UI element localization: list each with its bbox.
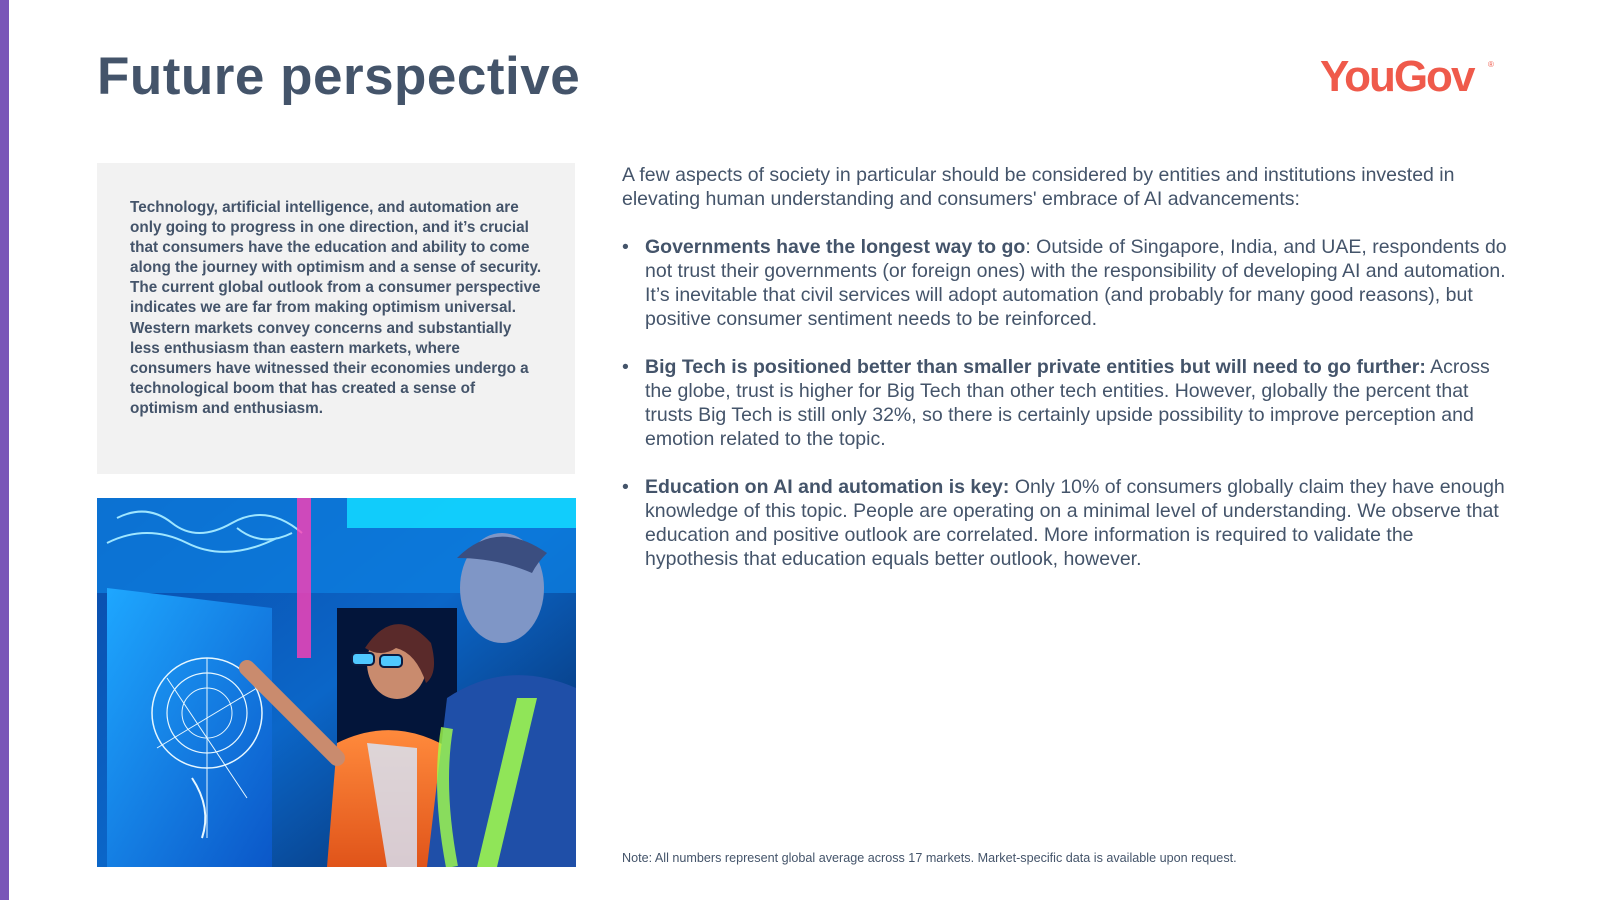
bullet-icon: • (622, 236, 629, 258)
photo-illustration (97, 498, 576, 867)
bullet-text: : Outside of Singapore, India, and UAE, respondents do not trust their governments (or foreign ones) with the responsibility of developing AI and automation. It’s inevitable that civil services will adopt automation (and probably for many good reasons), but positive consumer sentiment needs to be reinforced. (645, 236, 1507, 330)
bullet-heading: Education on AI and automation is key: (645, 476, 1010, 498)
bullet-text: Across the globe, trust is higher for Big Tech than other tech entities. However, globally the percent that trusts Big Tech is still only 32%, so there is certainly upside possibility to improve perception and emotion related to the topic. (645, 356, 1490, 450)
list-item (622, 475, 1512, 571)
intro-paragraph: A few aspects of society in particular should be considered by entities and institutions invested in elevating human understanding and consumers' embrace of AI advancements: (622, 164, 1455, 210)
key-points-list (622, 235, 1512, 595)
bullet-icon: • (622, 356, 629, 378)
bullet-heading: Big Tech is positioned better than smaller private entities but will need to go further: (645, 356, 1426, 378)
summary-callout-box (97, 163, 575, 474)
yougov-logo: YouGov (1320, 52, 1474, 101)
summary-callout-text: Technology, artificial intelligence, and automation are only going to progress in one direction, and it’s crucial that consumers have the education and ability to come along the journey with optimism and a sense of security. The current global outlook from a consumer perspective indicates we are far from making optimism universal. Western markets convey concerns and substantially less enthusiasm than eastern markets, where consumers have witnessed their economies undergo a technological boom that has created a sense of optimism and enthusiasm. (130, 199, 542, 417)
photo-illustration-icon (97, 498, 576, 867)
list-item (622, 235, 1512, 331)
logo-registered-mark: ® (1488, 60, 1494, 69)
page-title: Future perspective (97, 47, 581, 106)
bullet-text: Only 10% of consumers globally claim they have enough knowledge of this topic. People are operating on a minimal level of understanding. We observe that education and positive outlook are correlated. More information is required to validate the hypothesis that education equals better outlook, however. (645, 476, 1505, 570)
footnote: Note: All numbers represent global average across 17 markets. Market-specific data is available upon request. (622, 851, 1237, 865)
bullet-icon: • (622, 476, 629, 498)
bullet-heading: Governments have the longest way to go (645, 236, 1026, 258)
accent-bar (0, 0, 9, 900)
list-item (622, 355, 1512, 451)
